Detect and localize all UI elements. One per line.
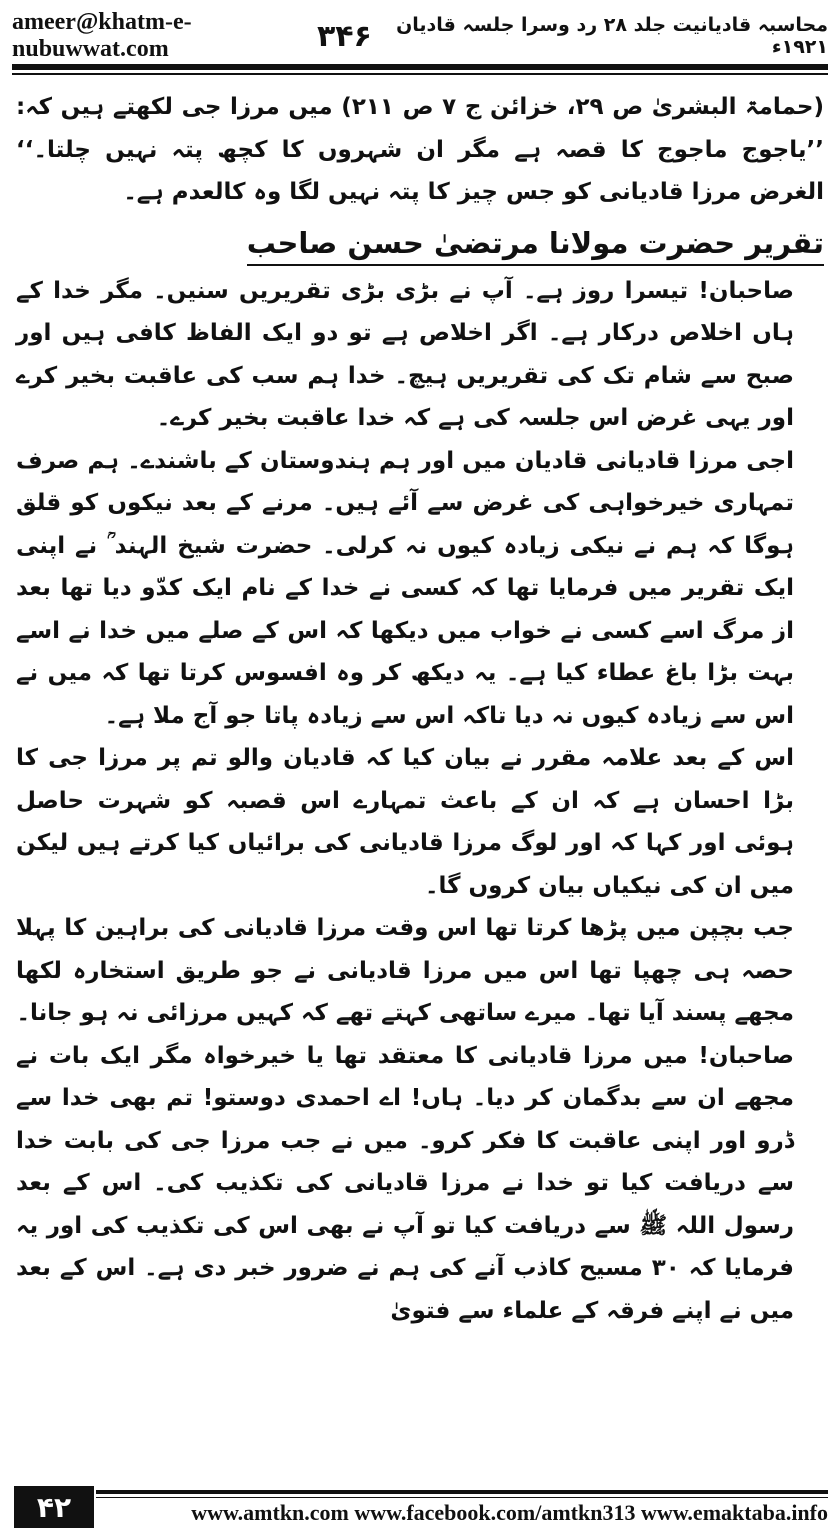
header-page-number: ۳۴۶	[316, 18, 372, 54]
header-rule-thin	[12, 73, 828, 75]
section-heading	[16, 220, 824, 266]
footer-page-number: ۴۲	[14, 1486, 94, 1528]
paragraph: صاحبان! تیسرا روز ہے۔ آپ نے بڑی بڑی تقریریں سنیں۔ مگر خدا کے ہاں اخلاص درکار ہے۔ اگر اخلاص ہے تو دو ایک الفاظ کافی ہیں اور صبح سے شام تک کی تقریریں ہیچ۔ خدا ہم سب کی عاقبت بخیر کرے اور یہی غرض اس جلسہ کی ہے کہ خدا عاقبت بخیر کرے۔	[16, 277, 794, 431]
paragraph: جب بچپن میں پڑھا کرتا تھا اس وقت مرزا قادیانی کی براہین کا پہلا حصہ ہی چھپا تھا اس میں مرزا قادیانی نے جو طریق استخارہ لکھا مجھے پسند آیا تھا۔ میرے ساتھی کہتے تھے کہ کہیں مرزائی نہ ہو جانا۔	[16, 915, 794, 1026]
footer-links: www.amtkn.com www.facebook.com/amtkn313 www.emaktaba.info	[191, 1500, 828, 1525]
header-rule-thick	[12, 64, 828, 70]
footer-rule-thin	[96, 1497, 828, 1498]
footer-rule-thick	[96, 1490, 828, 1494]
page-header	[12, 9, 828, 62]
page-body	[16, 86, 824, 1332]
header-title: محاسبہ قادیانیت جلد ۲۸ رد وسرا جلسہ قادیان ۱۹۲۱ء	[396, 14, 828, 58]
header-right	[317, 14, 828, 58]
section-heading-text: تقریر حضرت مولانا مرتضیٰ حسن صاحب	[247, 226, 824, 266]
paragraph: صاحبان! میں مرزا قادیانی کا معتقد تھا یا خیرخواہ مگر ایک بات نے مجھے ان سے بدگمان کر دیا۔ ہاں! اے احمدی دوستو! تم بھی خدا سے ڈرو اور اپنی عاقبت کا فکر کرو۔ میں نے جب مرزا جی کی بابت خدا سے دریافت کیا تو خدا نے مرزا قادیانی کی تکذیب کی۔ اس کے بعد رسول اللہ ﷺ سے دریافت کیا تو آپ نے بھی اس کی تکذیب کی اور یہ فرمایا کہ ۳۰ مسیح کاذب آنے کی ہم نے ضرور خبر دی ہے۔ اس کے بعد میں نے اپنے فرقہ کے علماء سے فتویٰ	[16, 1042, 794, 1324]
header-email: ameer@khatm-e-nubuwwat.com	[12, 9, 192, 62]
paragraph: اس کے بعد علامہ مقرر نے بیان کیا کہ قادیان والو تم پر مرزا جی کا بڑا احسان ہے کہ ان کے باعث تمہارے اس قصبہ کو شہرت حاصل ہوئی اور کہا کہ اور لوگ مرزا قادیانی کی برائیاں کیا کرتے ہیں لیکن میں ان کی نیکیاں بیان کروں گا۔	[16, 745, 794, 899]
paragraph-intro: (حمامۃ البشریٰ ص ۲۹، خزائن ج ۷ ص ۲۱۱) میں مرزا جی لکھتے ہیں کہ: ’’یاجوج ماجوج کا قصہ ہے مگر ان شہروں کا کچھ پتہ نہیں چلتا۔‘‘ الغرض مرزا قادیانی کو جس چیز کا پتہ نہیں لگا وہ کالعدم ہے۔	[16, 94, 824, 205]
paragraph: اجی مرزا قادیانی قادیان میں اور ہم ہندوستان کے باشندے۔ ہم صرف تمہاری خیرخواہی کی غرض سے آئے ہیں۔ مرنے کے بعد نیکوں کو قلق ہوگا کہ ہم نے نیکی زیادہ کیوں نہ کرلی۔ حضرت شیخ الہند ؒ نے اپنی ایک تقریر میں فرمایا تھا کہ کسی نے خدا کے نام ایک کدّو دیا تھا بعد از مرگ اسے کسی نے خواب میں دیکھا کہ اس کے صلے میں خدا نے اسے بہت بڑا باغ عطاء کیا ہے۔ یہ دیکھ کر وہ افسوس کرتا تھا کہ میں نے اس سے زیادہ کیوں نہ دیا تاکہ اس سے زیادہ پاتا جو آج ملا ہے۔	[16, 447, 794, 729]
